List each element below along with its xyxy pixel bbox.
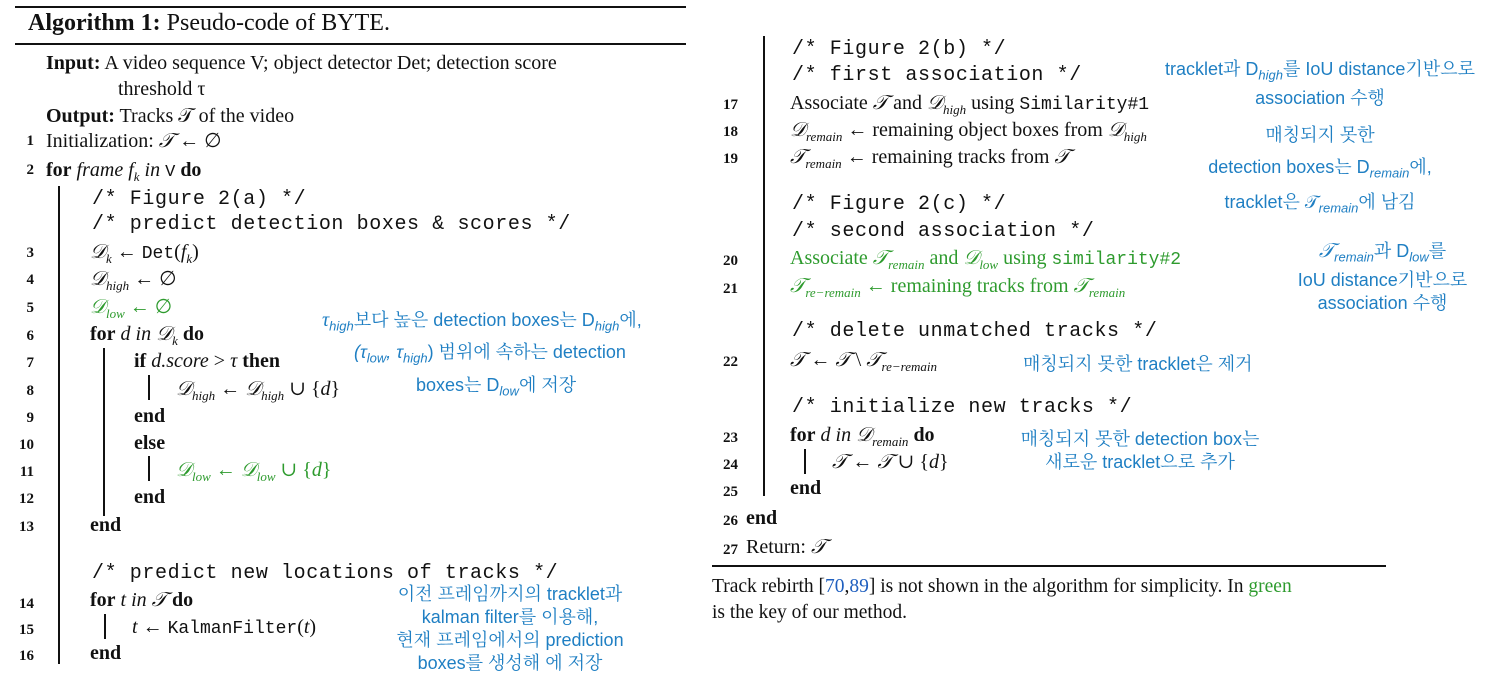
annotation-first-association: tracklet과 $D_{high}$를 IoU distance기반으로 association 수행 — [1165, 59, 1475, 108]
code-line: 𝒟$_{high}$ ← ∅ — [90, 268, 177, 293]
comment-line: /* initialize new tracks */ — [792, 396, 1133, 419]
annotation-delete: 매칭되지 못한 tracklet은 제거 — [1023, 354, 1253, 374]
code-line: 𝒯$_{remain}$ ← remaining tracks from 𝒯 — [790, 146, 1070, 171]
indent-line — [58, 186, 60, 664]
code-line: end — [746, 507, 778, 529]
indent-line — [804, 449, 806, 474]
annotation-second-association: 𝒯$_{remain}$과 $D_{low}$를 IoU distance기반으로 association 수행 — [1297, 240, 1468, 313]
input-line: Input: A video sequence V; object detector Det; detection score — [46, 52, 557, 74]
line-number: 23 — [723, 430, 738, 446]
caption-line-1: Track rebirth [70,89] is not shown in the algorithm for simplicity. In green — [712, 576, 1292, 597]
comment-line: /* Figure 2(c) */ — [792, 193, 1007, 216]
line-number: 7 — [26, 355, 34, 371]
comment-line: /* delete unmatched tracks */ — [792, 320, 1158, 343]
indent-line — [148, 375, 150, 400]
header-rule — [15, 43, 686, 45]
code-line: for frame $f_k$ in V do — [46, 159, 202, 184]
code-line-green: 𝒯$_{re-remain}$ ← remaining tracks from 𝒯$_{remain}$ — [790, 275, 1126, 300]
comment-line: /* Figure 2(b) */ — [792, 38, 1007, 61]
code-line: Associate 𝒯 and 𝒟$_{high}$ using Similarity#1 — [790, 92, 1150, 117]
comment-line: /* predict detection boxes & scores */ — [92, 213, 571, 236]
code-line-green: 𝒟$_{low}$ ← 𝒟$_{low}$ ∪ {d} — [176, 459, 332, 484]
line-number: 12 — [19, 491, 34, 507]
indent-line — [103, 348, 105, 516]
annotation-remaining: 매칭되지 못한 detection boxes는 $D_{remain}$에, tracklet은 𝒯$_{remain}$에 남김 — [1208, 125, 1432, 216]
annotation-threshold-split-3: boxes는 $D_{low}$에 저장 — [416, 375, 577, 399]
line-number: 4 — [26, 272, 34, 288]
indent-line — [763, 36, 765, 496]
line-number: 6 — [26, 328, 34, 344]
algorithm-label: Algorithm 1: — [28, 10, 161, 36]
code-line: 𝒟$_{remain}$ ← remaining object boxes from 𝒟$_{high}$ — [790, 119, 1147, 144]
code-line: for d in 𝒟$_{remain}$ do — [790, 424, 935, 449]
line-number: 24 — [723, 457, 738, 473]
code-line: end — [90, 514, 122, 536]
code-line: 𝒯 ← 𝒯 \ 𝒯$_{re-remain}$ — [790, 349, 938, 374]
code-line: end — [134, 405, 166, 427]
annotation-kalman: 이전 프레임까지의 tracklet과 kalman filter를 이용해, 현재 프레임에서의 prediction boxes를 생성해 에 저장 — [396, 584, 624, 673]
line-number: 14 — [19, 596, 34, 612]
comment-line: /* predict new locations of tracks */ — [92, 562, 559, 585]
line-number: 11 — [19, 464, 34, 480]
line-number: 20 — [723, 253, 738, 269]
output-line: Output: Tracks 𝒯 of the video — [46, 105, 295, 127]
line-number: 26 — [723, 513, 738, 529]
code-line: for t in 𝒯 do — [90, 589, 194, 611]
code-line: end — [90, 642, 122, 664]
code-line-green: Associate 𝒯$_{remain}$ and 𝒟$_{low}$ using similarity#2 — [790, 247, 1182, 272]
code-line-green: 𝒟$_{low}$ ← ∅ — [90, 296, 173, 321]
line-number: 5 — [26, 300, 34, 316]
indent-line — [148, 456, 150, 481]
line-number: 16 — [19, 648, 34, 664]
line-number: 27 — [723, 542, 738, 558]
code-line: else — [134, 432, 166, 454]
annotation-new-tracks: 매칭되지 못한 detection box는 새로운 tracklet으로 추가 — [1020, 429, 1260, 472]
line-number: 2 — [26, 162, 34, 178]
bottom-rule — [712, 565, 1386, 567]
code-line: if d.score > τ then — [134, 350, 281, 372]
code-line: 𝒟$_{high}$ ← 𝒟$_{high}$ ∪ {d} — [176, 378, 341, 403]
top-rule — [15, 6, 686, 8]
caption-line-2: is the key of our method. — [712, 602, 907, 623]
code-line: 𝒟$_k$ ← $Det(f_k)$ — [90, 241, 199, 266]
line-number: 17 — [723, 97, 738, 113]
line-number: 3 — [26, 245, 34, 261]
code-line: 𝒯 ← 𝒯 ∪ {d} — [832, 451, 949, 473]
indent-line — [104, 614, 106, 639]
annotation-threshold-split: $\tau_{high}$보다 높은 detection boxes는 $D_{high}$에, — [322, 309, 642, 334]
line-number: 9 — [26, 410, 34, 426]
code-line: end — [790, 477, 822, 499]
code-line: end — [134, 486, 166, 508]
line-number: 21 — [723, 281, 738, 297]
comment-line: /* first association */ — [792, 64, 1082, 87]
line-number: 15 — [19, 622, 34, 638]
line-number: 10 — [19, 437, 34, 453]
line-number: 22 — [723, 354, 738, 370]
code-line: for d in 𝒟$_k$ do — [90, 323, 204, 348]
annotation-threshold-split-2: ($\tau_{low}$, $\tau_{high}$) 범위에 속하는 detection — [354, 342, 626, 366]
algorithm-header — [28, 10, 390, 37]
line-number: 19 — [723, 151, 738, 167]
line-number: 18 — [723, 124, 738, 140]
comment-line: /* Figure 2(a) */ — [92, 188, 307, 211]
algorithm-title: Pseudo-code of BYTE. — [166, 10, 390, 36]
line-number: 25 — [723, 484, 738, 500]
code-line: Initialization: 𝒯 ← ∅ — [46, 130, 222, 152]
line-number: 8 — [26, 383, 34, 399]
code-line: Return: 𝒯 — [746, 536, 827, 558]
comment-line: /* second association */ — [792, 220, 1095, 243]
line-number: 13 — [19, 519, 34, 535]
line-number: 1 — [26, 133, 34, 149]
input-line-2: threshold τ — [118, 78, 206, 100]
code-line: t ← KalmanFilter(t) — [132, 616, 317, 639]
